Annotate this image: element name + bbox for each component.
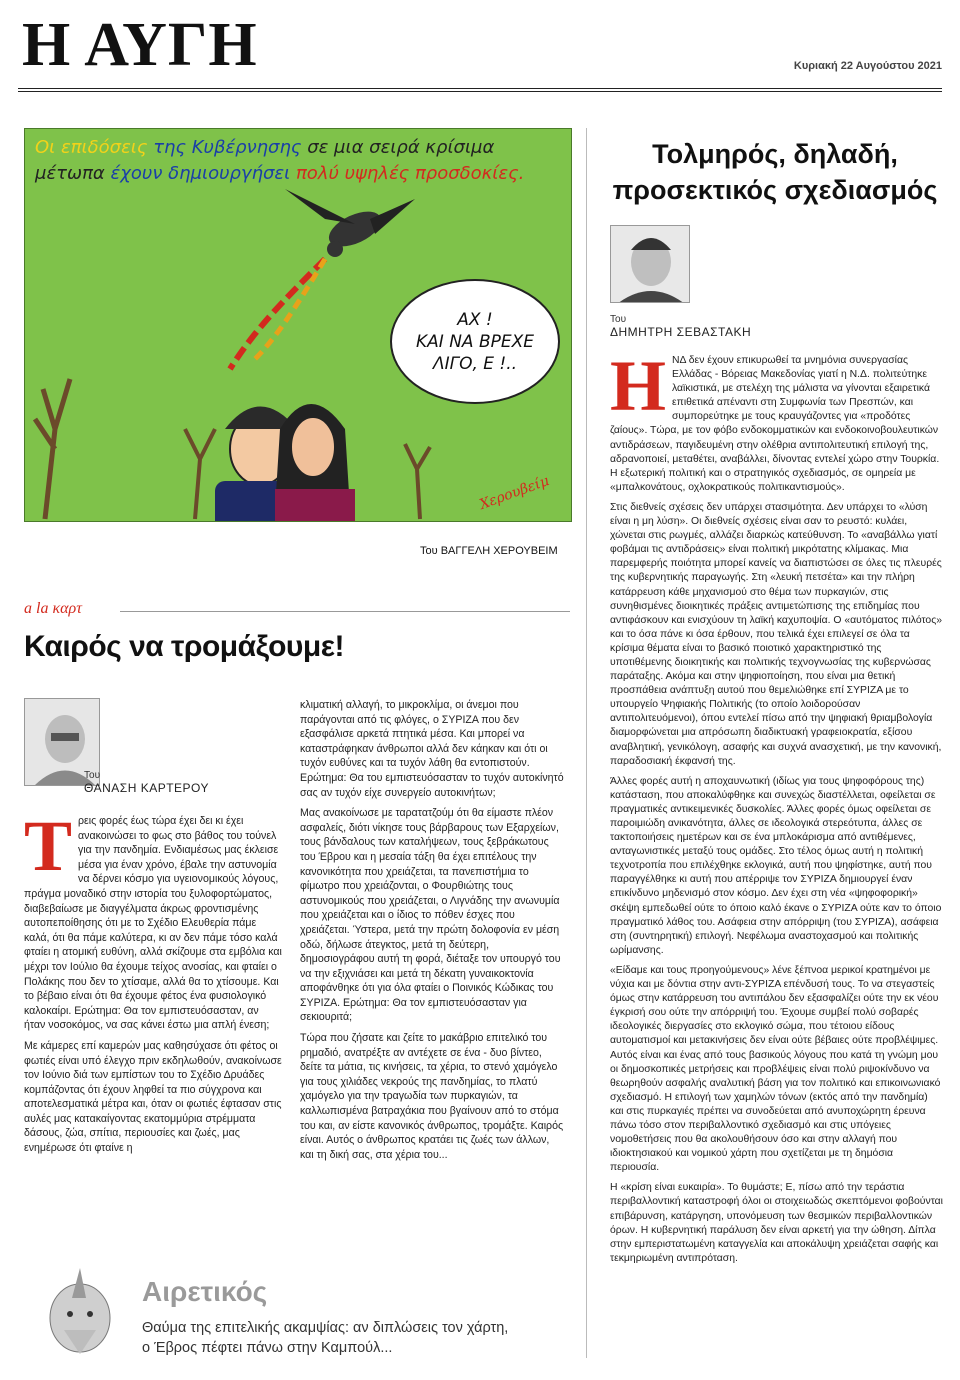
aire-text bbox=[142, 1318, 572, 1358]
masthead-rule bbox=[18, 88, 942, 92]
aire-line: Θαύμα της επιτελικής ακαμψίας: αν διπλώσεις τον χάρτη, bbox=[142, 1320, 509, 1336]
tree-left bbox=[35, 379, 70, 519]
tree-middle bbox=[185, 429, 215, 519]
aire-line: ο Έβρος πέφτει πάνω στην Καμπούλ... bbox=[142, 1340, 393, 1356]
bubble-line: ΑΧ ! bbox=[457, 309, 493, 330]
drop-cap: Η bbox=[610, 346, 667, 426]
left-byline bbox=[84, 770, 209, 795]
cartoonist-signature: Χερουβείμ bbox=[477, 473, 552, 513]
paragraph: Άλλες φορές αυτή η αποχαυνωτική (ιδίως για τους ψηφοφόρους της) κατάσταση, που αποκαλύφθηκε και συνεχώς διαστέλλεται, οφείλεται σε πραγματικές αντικειμενικές δυσκολίες. Άλλες φορές όμως οφείλεται σε παροιμιώδη ανικανότητα, άλλες σε ιδεολογικά στερεότυπα, άλλες σε τακτοποιήσεις ημετέρων και σε ένα μπλοκάρισμα από αντιθέμενες, ανταγωνιστικές μεταξύ τους ομάδες. Στο τέλος όμως αυτή η πολιτική τεχνοτροπία που επιλέχθηκε εκλογικά, αυτή που ψηφίστηκε, αυτή που παραγγέλθηκε κι αυτή που απέρριψε τον ΣΥΡΙΖΑ δημιουργεί έναν επικίνδυνο μηδενισμό στον κόσμο. Δεν έχει στη νέα «ψηφοφορική» σκέψη εμπεδωθεί ούτε το όποιο καλό έκανε ο ΣΥΡΙΖΑ ούτε καν το όποιο πραγματικό λάθος του. Ασάφεια στην απόρριψη (του ΣΥΡΙΖΑ), ασάφεια στη (συντηρητική) επιλογή. Νεφέλωμα αναστοχασμού και πολιτικής ωρίμανσης. bbox=[610, 775, 942, 956]
paragraph: Στις διεθνείς σχέσεις δεν υπάρχει στασιμότητα. Δεν υπάρχει το «λύση είναι η μη λύση». Οι διεθνείς σχέσεις είναι σαν το ρευστό: κυλάει, χώνεται στις ρωγμές, αλλάζει διαρκώς κατεύθυνση. Το «αναβάλλω γιατί φοβάμαι τις αντιδράσεις» είναι πολιτική μικρότατης κλίμακας. Μια παρεμφερής ποιότητα μπορεί κανείς να διαπιστώσει σε όλες τις πλευρές της κυβερνητικής παραγωγής. Στη «λευκή πετσέτα» και την πλήρη κατάρρευση κάθε μηχανισμού στο θέμα των πυρκαγιών, στις συνηθισμένες διοικητικές πράξεις αντιμετώπισης της επιδημίας που αντιφάσκουν και ενισχύουν τη λαϊκή καχυποψία. Ο «αυτόματος πιλότος» και το όσα πάνε κι όσα έρθουν, που τελικά έχει επιλεγεί σε όλα τα κρίσιμα θέματα είναι το βασικό ποιοτικό χαρακτηριστικό της υποτιθέμενης διοικητικής και πολιτικής τεχνογνωσίας της κυβερνώσας παράταξης. Ακόμα και στην ψηφιοποίηση, που είναι μια θετική προσπάθεια ανάπτυξη αυτού που θεμελιώθηκε επί ΣΥΡΙΖΑ με το υπουργείο Ψηφιακής Πολιτικής (το οποίο λοιδορούσαν αντιπολιτευόμενοι), όπου εντελεί πίσω από την ψηφιακή θριαμβολογία διαμορφώνεται μια απρόσωπη διαδικτυακή γραφειοκρατία, εξίσου αναβλητική, γενικόλογη, ασαφής και συχνά ανασχετική, με την κανονική, παραδοσιακή έκφανσή της. bbox=[610, 501, 942, 767]
right-article-body bbox=[610, 346, 944, 1272]
right-byline bbox=[610, 314, 751, 339]
author-portrait-icon bbox=[611, 226, 690, 303]
byline-name: ΔΗΜΗΤΡΗ ΣΕΒΑΣΤΑΚΗ bbox=[610, 325, 752, 339]
drop-cap: Τ bbox=[24, 806, 73, 886]
paragraph: ρεις φορές έως τώρα έχει δει κι έχει ανακοινώσει το φως στο βάθος του τούνελ για την πανδημία. Ενδιαμέσως μας έκλεισε μέσα για έναν χρόνο, έβαλε την αστυνομία να δέρνει κόσμο για υγειονομικούς λόγους, πράγμα μοναδικό στην ιστορία του ξυλοφορτώματος, διαβεβαίωσε με διαγγέλματα άκρως φροντισμένης αυτοπεποίθησης ότι με το Σχέδιο Ελευθερία πάμε καλά, ότι θα πάμε καλύτερα, κι αν δεν πάμε τόσο καλά φταίει η ατομική ευθύνη, αλλά σκίζουμε στα εμβόλια και μέχρι τον Ιούλιο θα έχουμε τείχος ανοσίας, και φταίει ο Πολάκης που δεν το χτίσαμε, αλλά θα το χτίσουμε. Και το βέβαιο είναι ότι θα έχουμε φέτος ένα φυσιολογικό καλοκαίρι. Ερώτημα: Θα τον εμπιστευόσασταν, αν ήταν νοσοκόμος, να σας κάνει έστω μια απλή ένεση; bbox=[24, 815, 282, 1032]
caption-part: πολύ υψηλές προσδοκίες. bbox=[295, 163, 525, 184]
cartoon-credit bbox=[420, 545, 558, 557]
bubble-line: ΚΑΙ ΝΑ ΒΡΕΧΕ bbox=[416, 331, 534, 352]
caption-part: σε μια σειρά κρίσιμα bbox=[307, 137, 495, 158]
paragraph: Με κάμερες επί καμερών μας καθησύχασε ότι φέτος οι φωτιές είναι υπό έλεγχο πριν εκδηλωθούν, ανακοίνωσε τον Ιούνιο διά των εμπίστων του το Σχέδιο Δρυάδες κομπάζοντας ότι έχουν ληφθεί τα πιο σύγχρονα και αποτελεσματικά μέτρα και, όταν οι φωτιές έφτασαν στις αυλές μας κατακαίγοντας εκατομμύρια στρέμματα δάσους, ζώα, σπίτια, περιουσίες και ζωές, μας ενημέρωσε ότι φταίνε η bbox=[24, 1039, 282, 1155]
caption-part: Οι επιδόσεις bbox=[35, 137, 148, 158]
left-article-column-2 bbox=[300, 698, 564, 1168]
droppings bbox=[230, 259, 325, 369]
paragraph: Τώρα που ζήσατε και ζείτε το μακάβριο επιτελικό του ρημαδιό, ανατρέξτε αν αντέχετε σε ένα - δυο βίντεο, δείτε τα μάτια, τις κινήσεις, τα χέρια, το στενό χαμόγελο για τους χιλιάδες νεκρούς της πανδημίας, το πλατύ χαμόγελο για την τραγωδία των πυρκαγιών, τα καλλωπισμένα βατραχάκια που βγαίνουν από το στόμα του και, αν είστε κανονικός άνθρωπος, τρομάξτε. Καιρός είναι. Αυτός ο άνθρωπος κρατάει τις ζωές των άλλων, και τη δική σας, στα χέρια του... bbox=[300, 1032, 564, 1161]
paragraph: κλιματική αλλαγή, το μικροκλίμα, οι άνεμοι που παράγονται από τις φλόγες, ο ΣΥΡΙΖΑ που δεν εξασφάλισε αρκετά πτητικά μέσα. Και μπορεί να καταστράφηκαν άνθρωποι αλλά δεν κάηκαν και ότι οι τυχόν ευθύνες και τα τυχόν λάθη θα εντοπιστούν. Ερώτημα: Θα του εμπιστευόσασταν το τυχόν αυτοκίνητό σας αν τυχόν είχε συνεργείο αυτοκινήτων; bbox=[300, 699, 564, 799]
byline-prefix: Του bbox=[84, 770, 101, 781]
bubble-line: ΛΙΓΟ, Ε !.. bbox=[432, 353, 518, 374]
byline-name: ΘΑΝΑΣΗ ΚΑΡΤΕΡΟΥ bbox=[84, 781, 210, 795]
paragraph: ΝΔ δεν έχουν επικυρωθεί τα μνημόνια συνεργασίας Ελλάδας - Βόρειας Μακεδονίας γιατί η Ν.Δ. πολιτεύτηκε λαϊκιστικά, με στελέχη της μάλιστα να γίνονται εξαιρετικά επιθετικά απέναντι στη Συμφωνία των Πρεσπών, και συμπορεύτηκε με τους κραυγάζοντες για «προδότες ζαίους». Τώρα, με τον φόβο ενδοκομματικών και ενδοκοινοβουλευτικών αντιδράσεων, παγιδευμένη στην ολέθρια αντιπολιτευτική επιλογή της, αδρανοποιεί, μεταθέτει, αναβάλλει, δίνοντας εντελεί χώρο στην Τουρκία. Η εξωτερική πολιτική και ο στρατηγικός σχεδιασμός, σε ομηρεία με «μπαλκονάτους, οχλοκρατικούς πολιτικαντισμούς». bbox=[610, 355, 940, 493]
rhino-icon bbox=[24, 1258, 132, 1366]
crow-icon bbox=[285, 189, 415, 257]
caption-part: της Κυβέρνησης bbox=[153, 137, 302, 158]
caption-part: έχουν δημιουργήσει bbox=[110, 163, 291, 184]
aire-title: Αιρετικός bbox=[142, 1276, 268, 1307]
author-photo bbox=[610, 225, 690, 303]
political-cartoon bbox=[24, 128, 572, 522]
speech-bubble bbox=[390, 279, 560, 404]
left-article-column-1 bbox=[24, 806, 282, 1162]
newspaper-masthead: Η ΑΥΓΗ bbox=[22, 11, 258, 79]
credit-name: ΒΑΓΓΕΛΗ ΧΕΡΟΥΒΕΙΜ bbox=[440, 545, 558, 557]
byline-prefix: Του bbox=[610, 314, 627, 325]
tree-right bbox=[405, 444, 430, 519]
caption-part: μέτωπα bbox=[35, 163, 105, 184]
left-article-title: Καιρός να τρομάξουμε! bbox=[24, 630, 344, 663]
credit-prefix: Του bbox=[420, 545, 438, 557]
paragraph: «Είδαμε και τους προηγούμενους» λένε ξέπνοα μερικοί κρατημένοι με νύχια και με δόντια στην αντι-ΣΥΡΙΖΑ επένδυσή τους. Το να στεγαστείς όμως στην κατάρρευση του αντιπάλου δεν εξασφαλίζει ούτε την εκ νέου έγκρισή σου ούτε την απόρριψή του. Έχουμε συμβεί πολύ σοβαρές ιδεολογικές διεργασίες στο εκλογικό σώμα, που τέτοιου είδους αυτοματισμοί και μετακινήσεις δεν είναι ούτε βέβαιες ούτε προβλέψιμες. Αυτός είναι και ένας από τους βασικούς λόγους που κατά τη γνώμη μου οι δημοσκοπικές μετρήσεις και προβλέψεις είναι πολύ ριψοκίνδυνο να θεωρηθούν ασφαλής αναλυτική βάση για τον πολιτικό και επικοινωνιακό σχεδιασμό. Η επιλογή των χαμηλών τόνων (εκτός από την πανδημία) και στις πυρκαγιές πρέπει να συνοδεύεται από ανυποχώρητη έρευνα πάνω τόσο στον περιβαλλοντικό σχεδιασμό και στις υπόγειες νομοθετήσεις που θα ακολουθήσουν όσο και στην αλλαγή που ιδιοκτησιακού και νομικού χάρτη που σχετίζεται με τη δημόσια περιουσία. bbox=[610, 964, 941, 1174]
right-article-title: Τολμηρός, δηλαδή, προσεκτικός σχεδιασμός bbox=[612, 139, 938, 205]
column-divider bbox=[586, 128, 587, 1358]
issue-date: Κυριακή 22 Αυγούστου 2021 bbox=[793, 60, 942, 72]
column-kicker: a la καρτ bbox=[24, 600, 82, 617]
paragraph: Μας ανακοίνωσε με ταρατατζούμ ότι θα είμαστε πλέον ασφαλείς, διότι νίκησε τους βάρβαρους των Εξαρχείων, τους βάνδαλους των καταλήψεων, τους ξεβράκωτους του Έβρου και η μεσαία τάξη θα έχει επιτέλους την κανονικότητα που χρειάζεται, τα πανεπιστήμια το φίμωτρο που χρειάζονται, ο Φουρθιώτης τους αστυνομικούς που χρειάζεται, ο Λιγνάδης την ανωνυμία που χρειάζεται και ο ίδιος το πόθεν έσχες που χρειάζεται. Ύστερα, μετά την πρώτη δολοφονία εν μέση οδώ, δήλωσε άτεγκτος, μετά τη δεύτερη, δημοσιογράφου αυτή τη φορά, διέταξε τον υπουργό του να την εξιχνιάσει και μετά τη δέκατη γυναικοκτονία αποφάνθηκε ότι για όλα φταίει ο Ποινικός Κώδικας του ΣΥΡΙΖΑ. Ερώτημα: Θα τον εμπιστευόσασταν για σεκιουριτά; bbox=[300, 807, 561, 1024]
paragraph: Η «κρίση είναι ευκαιρία». Το θυμάστε; Ε, πίσω από την τεράστια περιβαλλοντική καταστροφή όλοι οι στοιχειωδώς σκεπτόμενοι φοβούνται επιβάρυνση, κατάργηση, υπονόμευση των θεσμικών περιβαλλοντικών όρων. Η κυβερνητική παράλυση δεν είναι αρκετή για την ώθηση. Δίπλα στην εμπεριστατωμένη καταγγελία και αποκάλυψη χρειάζεται σαφής και τεκμηριωμένη αντιπρόταση. bbox=[610, 1182, 943, 1264]
woman-figure bbox=[275, 404, 355, 522]
kicker-rule bbox=[120, 611, 570, 612]
